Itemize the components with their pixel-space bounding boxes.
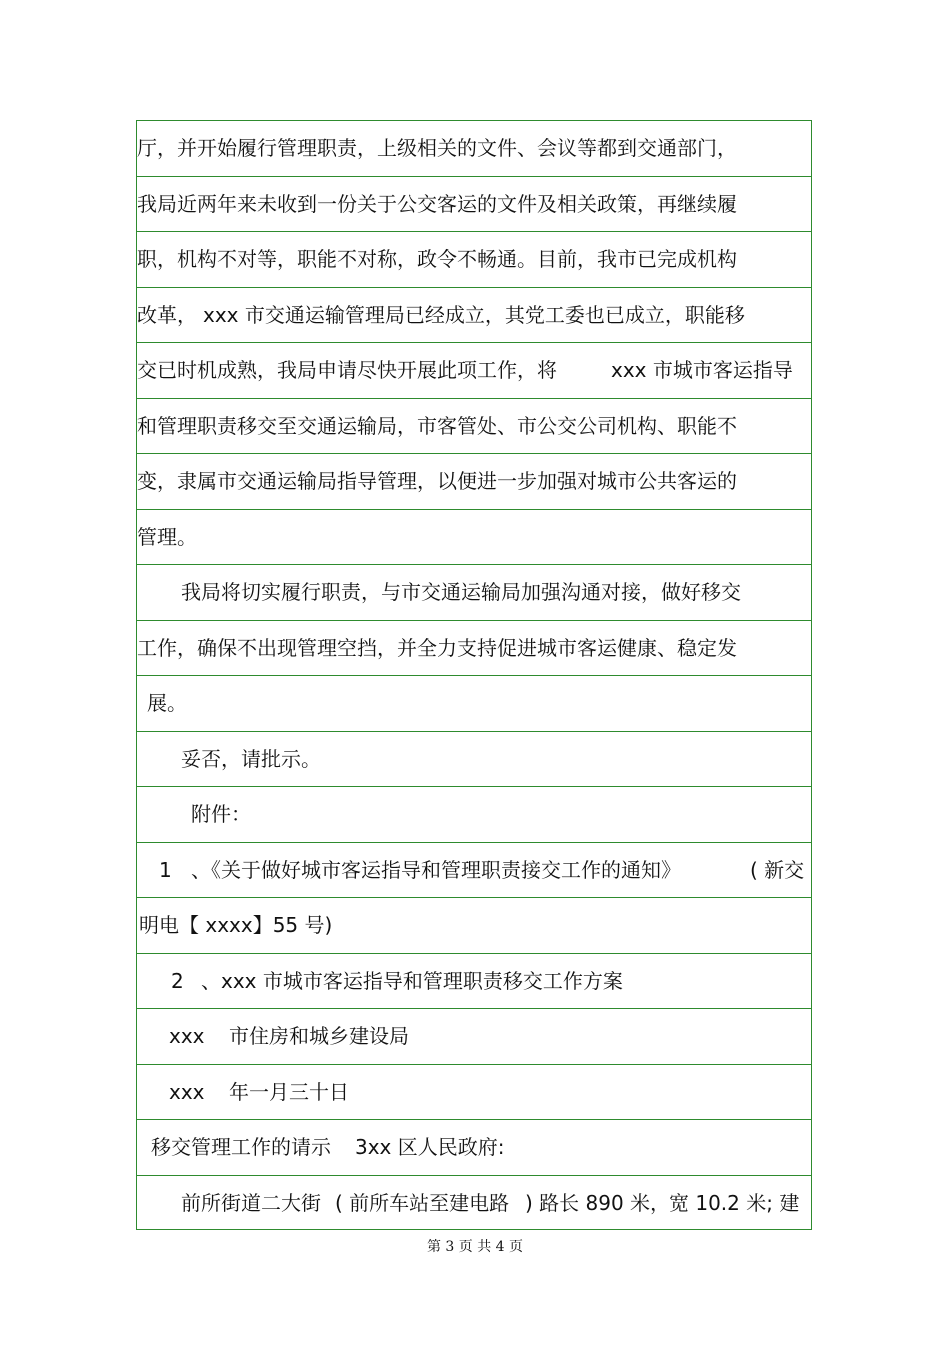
document-text-frame bbox=[136, 120, 812, 1230]
text-line bbox=[137, 1065, 811, 1121]
line-text: 改革， bbox=[137, 302, 197, 327]
line-text: 管理。 bbox=[137, 524, 197, 549]
text-line bbox=[137, 177, 811, 233]
line-text: 3xx 区人民政府: bbox=[355, 1135, 505, 1159]
text-line bbox=[137, 1009, 811, 1065]
line-text: xxx bbox=[169, 1024, 205, 1048]
text-line bbox=[137, 732, 811, 788]
line-text: 我局将切实履行职责，与市交通运输局加强沟通对接，做好移交 bbox=[181, 580, 741, 604]
line-text: 职，机构不对等，职能不对称，政令不畅通。目前，我市已完成机构 bbox=[137, 247, 737, 271]
text-line bbox=[137, 1120, 811, 1176]
line-text: 2 bbox=[171, 968, 184, 993]
text-line bbox=[137, 343, 811, 399]
line-text: 工作，确保不出现管理空挡，并全力支持促进城市客运健康、稳定发 bbox=[137, 635, 737, 660]
text-line bbox=[137, 898, 811, 954]
text-line bbox=[137, 1176, 811, 1232]
line-text: 、《关于做好城市客运指导和管理职责接交工作的通知》 bbox=[191, 857, 681, 882]
text-line bbox=[137, 565, 811, 621]
line-text: 和管理职责移交至交通运输局，市客管处、市公交公司机构、职能不 bbox=[137, 413, 737, 438]
text-line bbox=[137, 288, 811, 344]
line-text: 市住房和城乡建设局 bbox=[229, 1024, 409, 1048]
line-text: 移交管理工作的请示 bbox=[151, 1135, 331, 1159]
line-text: xxx bbox=[169, 1079, 205, 1104]
line-text: 、xxx 市城市客运指导和管理职责移交工作方案 bbox=[201, 968, 623, 993]
line-text: xxx 市城市客运指导 bbox=[611, 358, 793, 382]
line-text: 我局近两年来未收到一份关于公交客运的文件及相关政策，再继续履 bbox=[137, 191, 737, 216]
text-line bbox=[137, 232, 811, 288]
text-line bbox=[137, 621, 811, 677]
line-text: ) 路长 890 米， bbox=[525, 1190, 671, 1215]
page-number-footer: 第 3 页 共 4 页 bbox=[426, 1239, 524, 1255]
line-text: 1 bbox=[159, 857, 172, 882]
text-line bbox=[137, 787, 811, 843]
text-line bbox=[137, 954, 811, 1010]
line-text: xxx 市交通运输管理局已经成立，其党工委也已成立，职能移 bbox=[203, 302, 745, 327]
line-text: ( 新交 bbox=[750, 857, 805, 882]
line-text: 展。 bbox=[147, 691, 187, 715]
line-text: 宽 10.2 米; 建 bbox=[669, 1190, 800, 1215]
line-text: 厅，并开始履行管理职责，上级相关的文件、会议等都到交通部门， bbox=[137, 136, 737, 160]
line-text: 交已时机成熟，我局申请尽快开展此项工作，将 bbox=[137, 358, 557, 382]
text-line bbox=[137, 843, 811, 899]
text-line bbox=[137, 454, 811, 510]
text-line bbox=[137, 510, 811, 566]
line-text: 前所街道二大街 bbox=[181, 1190, 321, 1215]
text-line bbox=[137, 399, 811, 455]
line-text: 附件： bbox=[191, 802, 251, 826]
line-text: 明电【 xxxx】55 号) bbox=[139, 913, 333, 937]
line-text: 年一月三十日 bbox=[229, 1079, 349, 1104]
text-line bbox=[137, 676, 811, 732]
line-text: ( 前所车站至建电路 bbox=[335, 1190, 510, 1215]
text-line bbox=[137, 121, 811, 177]
line-text: 妥否，请批示。 bbox=[181, 746, 321, 771]
line-text: 变，隶属市交通运输局指导管理，以便进一步加强对城市公共客运的 bbox=[137, 469, 737, 493]
